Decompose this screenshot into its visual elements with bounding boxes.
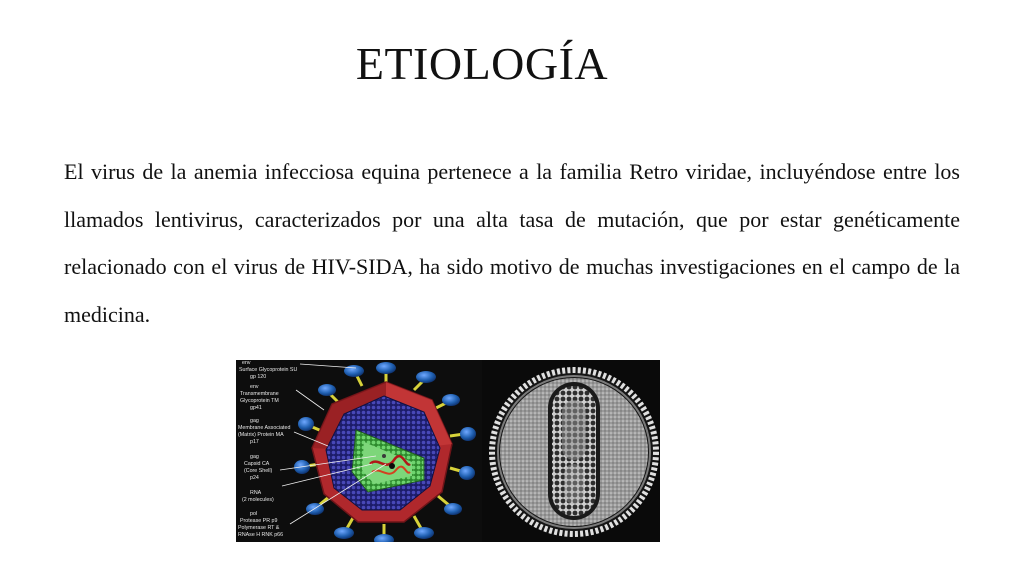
label-protease: Protease PR p9	[240, 518, 278, 524]
body-paragraph: El virus de la anemia infecciosa equina pertenece a la familia Retro viridae, incluyéndose entre los llamados lentivirus, caracterizados por una alta tasa de mutación, que por estar genéticamente relacionado con el virus de HIV-SIDA, ha sido motivo de muchas investigaciones en el campo de la medicina.	[64, 159, 960, 327]
label-rna: RNA	[250, 490, 262, 496]
label-env-1: env	[242, 360, 251, 366]
label-gag-2: gag	[250, 454, 259, 460]
label-capsid-ca: Capsid CA	[244, 461, 270, 467]
virus-diagram-image	[236, 360, 482, 542]
label-gp41: gp41	[250, 405, 262, 411]
label-surface-glycoprotein: Surface Glycoprotein SU	[239, 367, 298, 373]
virus-figure	[236, 360, 660, 542]
label-core-shell: (Core Shell)	[244, 468, 273, 474]
label-glycoprotein-tm: Glycoprotein TM	[240, 398, 279, 404]
label-p24: p24	[250, 475, 259, 481]
label-env-2: env	[250, 384, 259, 390]
label-membrane-associated: Membrane Associated	[238, 425, 291, 431]
label-transmembrane: Transmembrane	[240, 391, 279, 397]
label-pol: pol	[250, 511, 258, 517]
label-gp120: gp 120	[250, 374, 267, 380]
label-rna-molecules: (2 molecules)	[242, 497, 274, 503]
label-p17: p17	[250, 439, 259, 445]
label-gag-1: gag	[250, 418, 259, 424]
slide-title: ETIOLOGÍA	[355, 38, 609, 89]
label-matrix-protein: (Matrix) Protein MA	[238, 432, 284, 438]
label-polymerase: Polymerase RT &	[238, 525, 280, 531]
label-rnase: RNAse H RNK p66	[238, 532, 284, 538]
virus-cross-section-image	[482, 360, 660, 542]
